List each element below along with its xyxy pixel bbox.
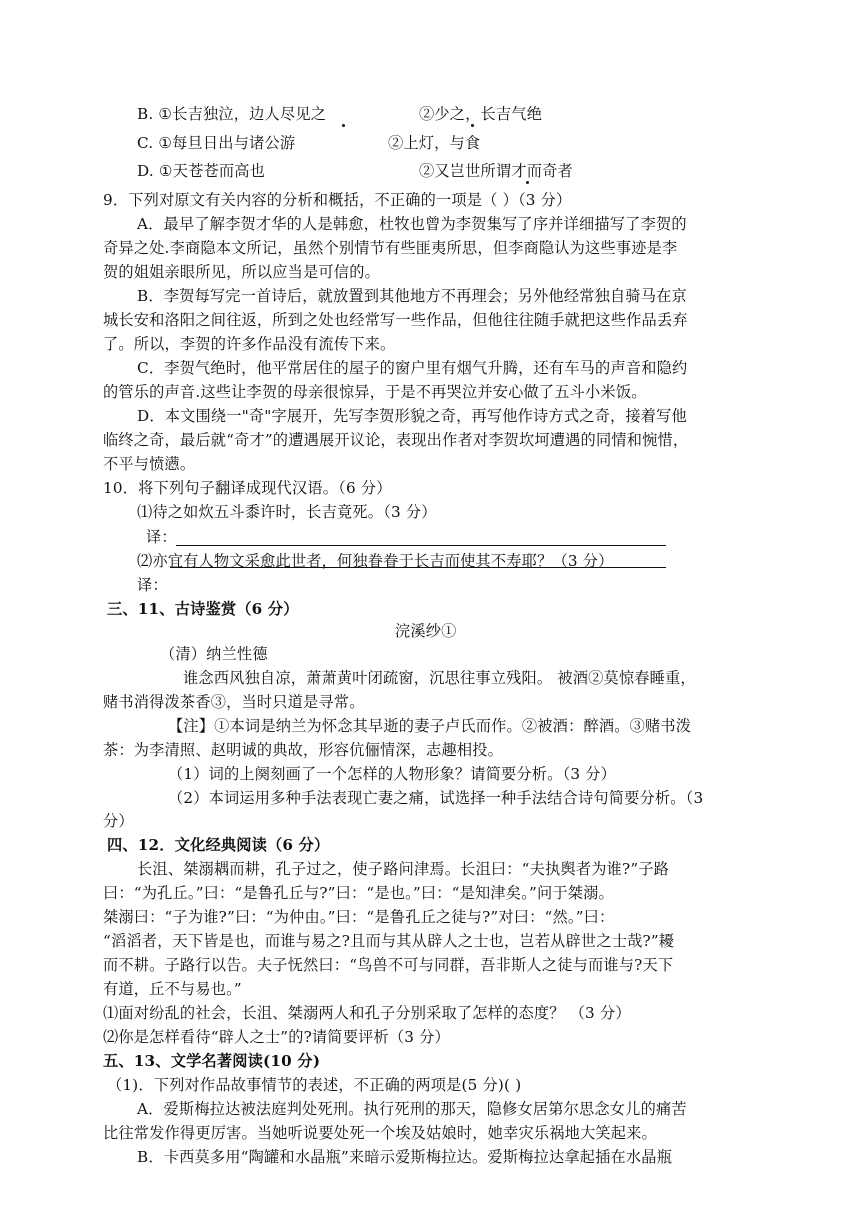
q9-stem: 9．下列对原文有关内容的分析和概括，不正确的一项是（ ）（3 分） [103, 191, 572, 209]
poem-note-2: 茶：为李清照、赵明诚的典故，形容伉俪情深，志趣相投。 [103, 741, 504, 759]
poem-title: 浣溪纱① [395, 622, 457, 640]
answer-line-1[interactable] [176, 545, 666, 546]
emphasis-dot [525, 177, 529, 181]
q9-a-line3: 贺的姐姐亲眼所见，所以应当是可信的。 [103, 263, 380, 281]
classic-question-1: ⑴面对纷乱的社会，长沮、桀溺两人和孔子分别采取了怎样的态度？ （3 分） [103, 1004, 631, 1022]
classic-text-1: 长沮、桀溺耦而耕，孔子过之，使子路问津焉。长沮曰：“夫执舆者为谁?”子路 [137, 860, 670, 878]
q9-c-line1: C．李贺气绝时，他平常居住的屋子的窗户里有烟气升腾，还有车马的声音和隐约 [137, 359, 688, 377]
classic-text-3: 桀溺曰：“子为谁?”曰：“为仲由。”曰：“是鲁孔丘之徒与?”对曰：“然。”曰： [103, 908, 615, 926]
q10-translate-label-1: 译： [146, 528, 177, 546]
poem-author: （清）纳兰性德 [160, 645, 268, 663]
q8-option-c-2: ②上灯，与食 [388, 134, 481, 152]
emphasis-dot [341, 120, 345, 124]
q9-c-line2: 的管乐的声音.这些让李贺的母亲很惊异，于是不再哭泣并安心做了五斗小米饭。 [103, 383, 647, 401]
section-5-heading: 五、13、文学名著阅读(10 分) [103, 1052, 321, 1070]
lit-option-a-1: A．爱斯梅拉达被法庭判处死刑。执行死刑的那天，隐修女居第尔思念女儿的痛苦 [137, 1100, 687, 1118]
poem-question-2a: （2）本词运用多种手法表现亡妻之痛，试选择一种手法结合诗句简要分析。（3 [168, 789, 704, 807]
q8-option-b-2: ②少之，长吉气绝 [419, 105, 543, 123]
q10-sentence-1: ⑴待之如炊五斗黍许时，长吉竟死。（3 分） [137, 503, 437, 521]
q9-b-line2: 城长安和洛阳之间往返，所到之处也经常写一些作品，但他往往随手就把这些作品丢弃 [103, 311, 688, 329]
q9-d-line3: 不平与愤懑。 [103, 455, 196, 473]
q10-stem: 10．将下列句子翻译成现代汉语。（6 分） [103, 479, 392, 497]
poem-line-1: 谁念西风独自凉，萧萧黄叶闭疏窗，沉思往事立残阳。 被酒②莫惊春睡重， [183, 669, 696, 687]
classic-text-5: 而不耕。子路行以告。夫子怃然曰：“鸟兽不可与同群，吾非斯人之徒与而谁与?天下 [103, 956, 674, 974]
classic-text-4: “滔滔者，天下皆是也，而谁与易之?且而与其从辟人之士也，岂若从辟世之士哉?”耰 [103, 932, 675, 950]
q9-b-line1: B．李贺每写完一首诗后，就放置到其他地方不再理会；另外他经常独自骑马在京 [137, 287, 687, 305]
q9-a-line1: A．最早了解李贺才华的人是韩愈，杜牧也曾为李贺集写了序并详细描写了李贺的 [137, 215, 687, 233]
q9-d-line1: D．本文围绕一"奇"字展开，先写李贺形貌之奇，再写他作诗方式之奇，接着写他 [137, 407, 687, 425]
lit-option-b-1: B．卡西莫多用“陶罐和水晶瓶”来暗示爱斯梅拉达。爱斯梅拉达拿起插在水晶瓶 [137, 1148, 673, 1166]
q8-option-c-1: C. ①每旦日出与诸公游 [137, 134, 296, 152]
q8-option-b-1: B. ①长吉独泣，边人尽见之 [137, 105, 327, 123]
classic-text-2: 曰：“为孔丘。”曰：“是鲁孔丘与?”曰：“是也。”曰：“是知津矣。”问于桀溺。 [103, 884, 614, 902]
classic-question-2: ⑵你是怎样看待“辟人之士”的?请简要评析（3 分） [103, 1028, 450, 1046]
q10-sentence-2: ⑵亦宜有人物文采愈此世者，何独眷眷于长吉而使其不寿耶？（3 分） [137, 552, 614, 570]
classic-text-6: 有道，丘不与易也。” [103, 980, 242, 998]
q10-translate-label-2: 译： [137, 576, 168, 594]
q8-option-d-1: D. ①天苍苍而高也 [137, 162, 266, 180]
section-3-heading: 三、11、古诗鉴赏（6 分） [107, 600, 299, 618]
q9-d-line2: 临终之奇，最后就“奇才”的遭遇展开议论，表现出作者对李贺坎坷遭遇的同情和惋惜， [103, 431, 689, 449]
poem-line-2: 赌书消得泼茶香③，当时只道是寻常。 [103, 693, 365, 711]
section-4-heading: 四、12．文化经典阅读（6 分） [107, 836, 330, 854]
lit-question-1: （1)．下列对作品故事情节的表述，不正确的两项是(5 分)( ) [107, 1076, 522, 1094]
poem-question-2b: 分） [103, 812, 134, 830]
poem-note-1: 【注】①本词是纳兰为怀念其早逝的妻子卢氏而作。②被酒：醉酒。③赌书泼 [168, 717, 692, 735]
q8-option-d-2: ②又岂世所谓才而奇者 [419, 162, 573, 180]
q9-b-line3: 了。所以，李贺的许多作品没有流传下来。 [103, 335, 396, 353]
answer-line-2[interactable] [170, 567, 666, 568]
emphasis-dot [470, 120, 474, 124]
lit-option-a-2: 比往常发作得更厉害。当她听说要处死一个埃及姑娘时，她幸灾乐祸地大笑起来。 [103, 1124, 657, 1142]
q9-a-line2: 奇异之处.李商隐本文所记，虽然个别情节有些匪夷所思，但李商隐认为这些事迹是李 [103, 239, 678, 257]
poem-question-1: （1）词的上阕刻画了一个怎样的人物形象？请简要分析。（3 分） [168, 765, 617, 783]
